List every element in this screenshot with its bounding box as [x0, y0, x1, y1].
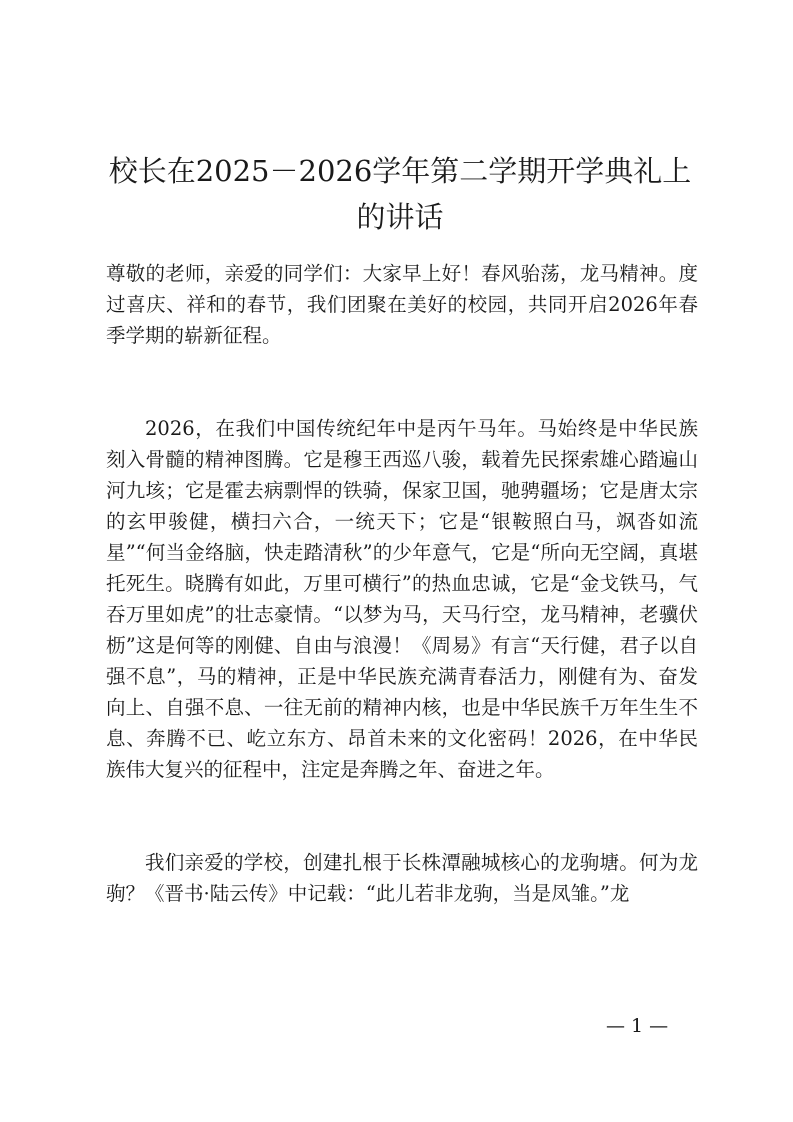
- paragraph-greeting: 尊敬的老师，亲爱的同学们：大家早上好！春风骀荡，龙马精神。度过喜庆、祥和的春节，我们团聚在美好的校园，共同开启2026年春季学期的崭新征程。: [106, 262, 698, 347]
- document-title: [100, 148, 700, 240]
- paragraph-horse-year: 2026，在我们中国传统纪年中是丙午马年。马始终是中华民族刻入骨髓的精神图腾。它是穆王西巡八骏，载着先民探索雄心踏遍山河九垓；它是霍去病剽悍的铁骑，保家卫国，驰骋疆场；它是唐太宗的玄甲骏健，横扫六合，一统天下；它是“银鞍照白马，飒沓如流星”“何当金络脑，快走踏清秋”的少年意气，它是“所向无空阔，真堪托死生。晓腾有如此，万里可横行”的热血忠诚，它是“金戈铁马，气吞万里如虎”的壮志豪情。“以梦为马，天马行空，龙马精神，老骥伏枥”这是何等的刚健、自由与浪漫！《周易》有言“天行健，君子以自强不息”，马的精神，正是中华民族充满青春活力，刚健有为、奋发向上、自强不息、一往无前的精神内核，也是中华民族千万年生生不息、奔腾不已、屹立东方、昂首未来的文化密码！2026，在中华民族伟大复兴的征程中，注定是奔腾之年、奋进之年。: [106, 417, 698, 781]
- title-line-1: 校长在2025－2026学年第二学期开学典礼上: [108, 154, 692, 188]
- document-body: [106, 258, 698, 909]
- title-line-2: 的讲话: [356, 200, 444, 234]
- page-number: — 1 —: [606, 1015, 669, 1037]
- paragraph-gap: [106, 351, 698, 413]
- paragraph-gap: [106, 785, 698, 847]
- paragraph-school: 我们亲爱的学校，创建扎根于长株潭融城核心的龙驹塘。何为龙驹？《晋书·陆云传》中记载：“此儿若非龙驹，当是凤雏。”龙: [106, 851, 698, 905]
